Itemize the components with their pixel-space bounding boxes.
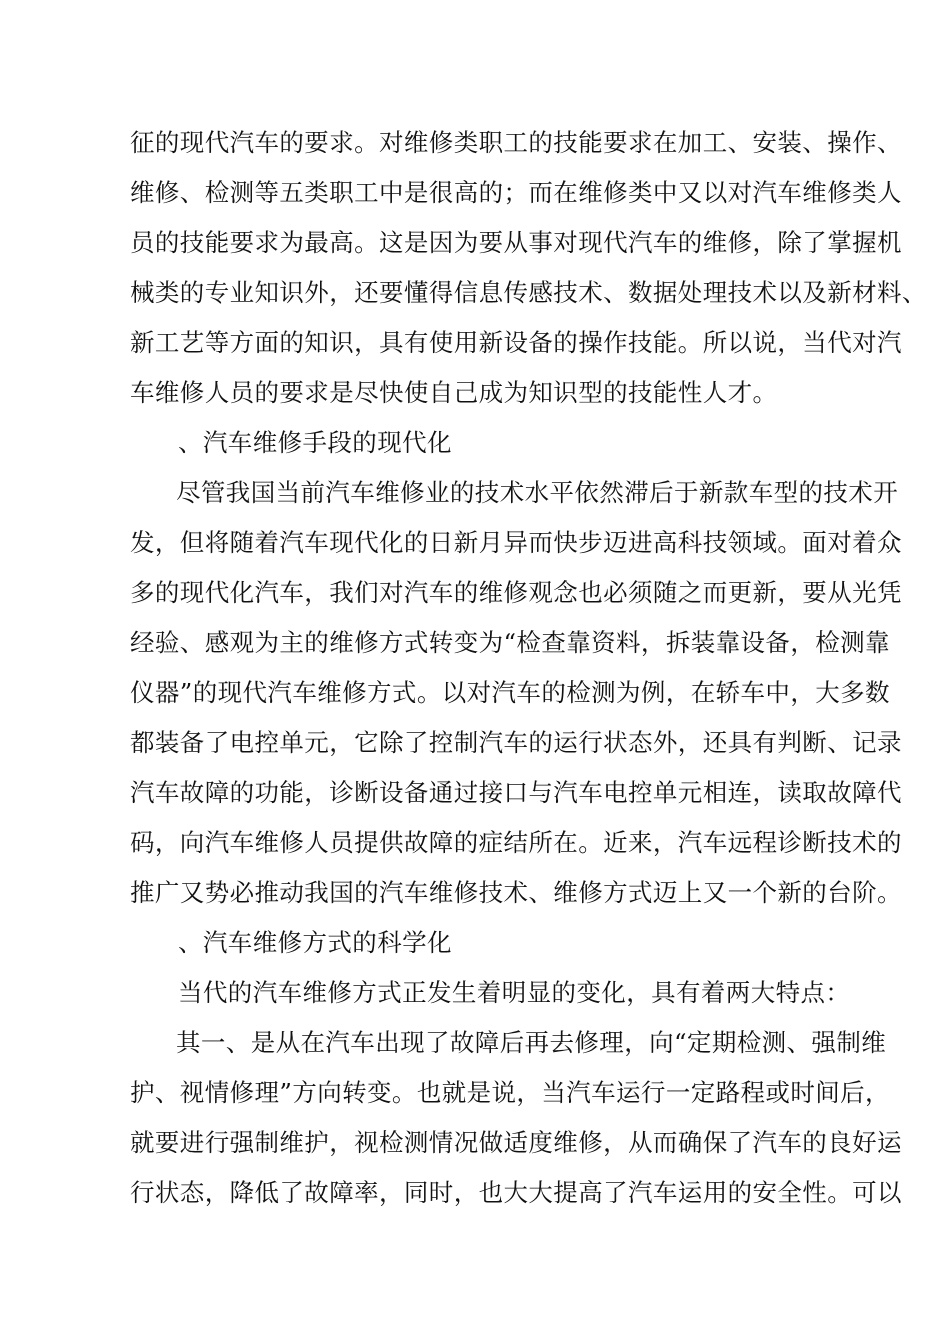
text-line-20: 护、视情修理”方向转变。也就是说，当汽车运行一定路程或时间后， (130, 1078, 890, 1107)
text-line-6: 车维修人员的要求是尽快使自己成为知识型的技能性人才。 (130, 378, 778, 407)
text-line-11: 经验、感观为主的维修方式转变为“检查靠资料，拆装靠设备，检测靠 (130, 628, 890, 657)
text-line-1: 征的现代汽车的要求。对维修类职工的技能要求在加工、安装、操作、 (130, 128, 902, 157)
text-line-8: 尽管我国当前汽车维修业的技术水平依然滞后于新款车型的技术开 (176, 478, 899, 507)
text-line-22: 行状态，降低了故障率，同时，也大大提高了汽车运用的安全性。可以 (130, 1178, 902, 1207)
text-line-5: 新工艺等方面的知识，具有使用新设备的操作技能。所以说，当代对汽 (130, 328, 902, 357)
text-line-10: 多的现代化汽车，我们对汽车的维修观念也必须随之而更新，要从光凭 (130, 578, 902, 607)
text-line-16: 推广又势必推动我国的汽车维修技术、维修方式迈上又一个新的台阶。 (130, 878, 902, 907)
section-heading-modernization: 、汽车维修手段的现代化 (178, 428, 452, 457)
text-line-3: 员的技能要求为最高。这是因为要从事对现代汽车的维修，除了掌握机 (130, 228, 902, 257)
text-line-9: 发，但将随着汽车现代化的日新月异而快步迈进高科技领域。面对着众 (130, 528, 902, 557)
text-line-15: 码，向汽车维修人员提供故障的症结所在。近来，汽车远程诊断技术的 (130, 828, 902, 857)
text-line-2: 维修、检测等五类职工中是很高的；而在维修类中又以对汽车维修类人 (130, 178, 902, 207)
text-line-19: 其一、是从在汽车出现了故障后再去修理，向“定期检测、强制维 (176, 1028, 887, 1057)
text-line-13: 都装备了电控单元，它除了控制汽车的运行状态外，还具有判断、记录 (130, 728, 902, 757)
text-line-18: 当代的汽车维修方式正发生着明显的变化，具有着两大特点： (178, 978, 851, 1007)
section-heading-scientific: 、汽车维修方式的科学化 (178, 928, 452, 957)
text-line-4: 械类的专业知识外，还要懂得信息传感技术、数据处理技术以及新材料、 (130, 278, 927, 307)
text-line-12: 仪器”的现代汽车维修方式。以对汽车的检测为例，在轿车中，大多数 (130, 678, 890, 707)
text-line-21: 就要进行强制维护，视检测情况做适度维修，从而确保了汽车的良好运 (130, 1128, 902, 1157)
text-line-14: 汽车故障的功能，诊断设备通过接口与汽车电控单元相连，读取故障代 (130, 778, 902, 807)
